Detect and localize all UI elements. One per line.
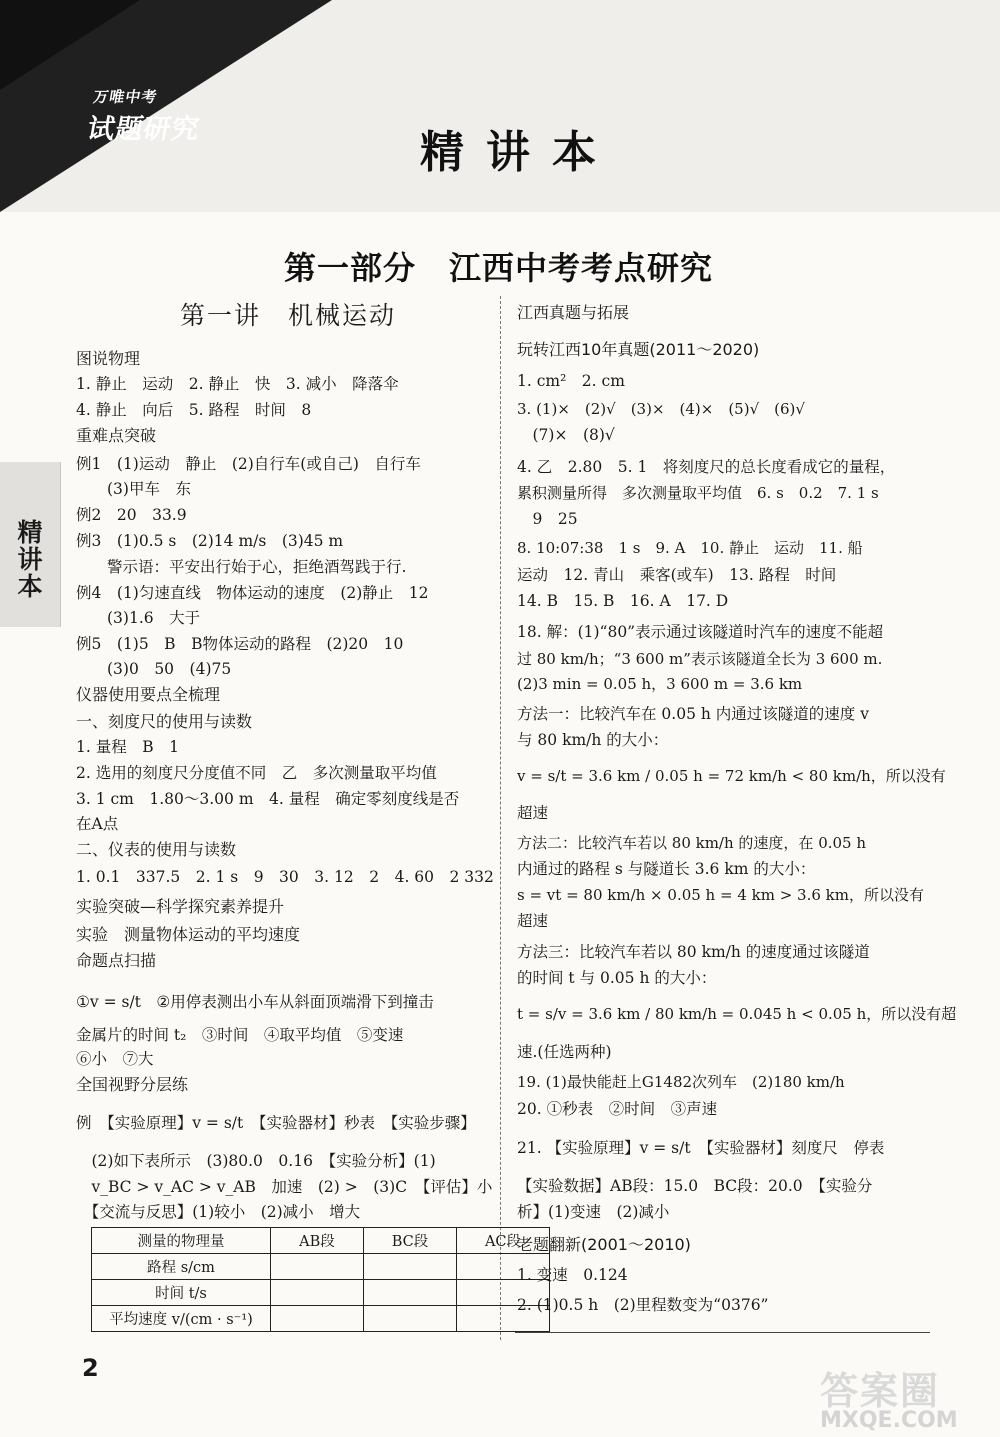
table-cell [271, 1306, 364, 1332]
table-header-cell: 测量的物理量 [92, 1228, 271, 1254]
answer-line: 的时间 t 与 0.05 h 的大小： [517, 969, 717, 987]
section-heading: 二、仪表的使用与读数 [76, 840, 237, 859]
logo-line1: 万唯中考 [91, 88, 159, 106]
answer-line: 与 80 km/h 的大小： [517, 731, 669, 749]
answer-line: 14. B 15. B 16. A 17. D [517, 592, 729, 610]
answer-line: 运动 12. 青山 乘客(或车) 13. 路程 时间 [517, 566, 837, 584]
answer-line: s = vt = 80 km/h × 0.05 h = 4 km > 3.6 km，所以没有 [517, 886, 924, 904]
section-heading: 全国视野分层练 [76, 1075, 189, 1094]
answer-line: 1. 0.1 337.5 2. 1 s 9 30 3. 12 2 4. 60 2 332 [76, 868, 494, 886]
answer-line: 方法二：比较汽车若以 80 km/h 的速度，在 0.05 h [517, 834, 867, 852]
answer-line: ⑥小 ⑦大 [76, 1050, 154, 1068]
answer-line: 累积测量所得 多次测量取平均值 6. s 0.2 7. 1 s [517, 484, 879, 502]
answer-line: 1. cm² 2. cm [517, 372, 625, 390]
answer-line: 3. 1 cm 1.80～3.00 m 4. 量程 确定零刻度线是否 [76, 790, 460, 808]
section-heading: 图说物理 [76, 349, 141, 368]
table-row [92, 1280, 550, 1306]
answer-line: 例1 (1)运动 静止 (2)自行车(或自己) 自行车 [76, 455, 421, 473]
table-cell: 时间 t/s [92, 1280, 271, 1306]
table-cell [364, 1254, 457, 1280]
answer-line: 19. (1)最快能赶上G1482次列车 (2)180 km/h [517, 1073, 845, 1091]
answer-line: 过 80 km/h；“3 600 m”表示该隧道全长为 3 600 m. [517, 650, 883, 668]
answer-line: (3)甲车 东 [76, 480, 191, 498]
answer-line: (2)3 min = 0.05 h，3 600 m = 3.6 km [517, 675, 803, 693]
table-header-row [92, 1228, 550, 1254]
section-title: 第一讲 机械运动 [180, 301, 397, 330]
side-tab-label: 精 讲 本 [17, 518, 43, 601]
logo-line2: 试题研究 [84, 114, 203, 145]
section-heading: 仪器使用要点全梳理 [76, 685, 221, 704]
answer-line: (3)0 50 (4)75 [76, 660, 232, 678]
answer-line: 警示语：平安出行始于心，拒绝酒驾践于行. [76, 558, 407, 576]
section-heading: 江西真题与拓展 [517, 303, 630, 322]
table-cell: 路程 s/cm [92, 1254, 271, 1280]
page-title: 精讲本 [420, 127, 618, 178]
answer-line: 超速 [517, 804, 549, 822]
answer-line: 3. (1)× (2)√ (3)× (4)× (5)√ (6)√ [517, 400, 805, 418]
table-header-cell: AB段 [271, 1228, 364, 1254]
answer-line: 金属片的时间 t₂ ③时间 ④取平均值 ⑤变速 [76, 1026, 404, 1044]
table-cell [271, 1254, 364, 1280]
answer-line: 例 【实验原理】v = s/t 【实验器材】秒表 【实验步骤】 [76, 1114, 476, 1132]
answer-line: 内通过的路程 s 与隧道长 3.6 km 的大小： [517, 860, 816, 878]
watermark-url: MXQE.COM [820, 1408, 958, 1433]
answer-line: 速.(任选两种) [517, 1043, 612, 1061]
answer-line: 2. 选用的刻度尺分度值不同 乙 多次测量取平均值 [76, 764, 437, 782]
answer-line: (2)如下表所示 (3)80.0 0.16 【实验分析】(1) [76, 1152, 436, 1170]
table-cell [364, 1280, 457, 1306]
answer-line: 20. ①秒表 ②时间 ③声速 [517, 1100, 718, 1118]
answer-line: 1. 量程 B 1 [76, 738, 179, 756]
answer-line: 9 25 [517, 510, 578, 528]
answer-line: v = s/t = 3.6 km / 0.05 h = 72 km/h < 80 km/h，所以没有 [517, 767, 946, 785]
answer-line: v_BC > v_AC > v_AB 加速 (2) > (3)C 【评估】小 [76, 1178, 493, 1196]
table-row [92, 1306, 550, 1332]
answer-line: 4. 乙 2.80 5. 1 将刻度尺的总长度看成它的量程， [517, 458, 896, 476]
table-header-cell: BC段 [364, 1228, 457, 1254]
answer-line: 例5 (1)5 B B物体运动的路程 (2)20 10 [76, 635, 404, 653]
answer-line: ①v = s/t ②用停表测出小车从斜面顶端滑下到撞击 [76, 993, 434, 1011]
section-heading: 一、刻度尺的使用与读数 [76, 712, 253, 731]
answer-line: 方法一：比较汽车在 0.05 h 内通过该隧道的速度 v [517, 705, 869, 723]
table-cell: 平均速度 v/(cm · s⁻¹) [92, 1306, 271, 1332]
table-cell [271, 1280, 364, 1306]
answer-line: 18. 解：(1)“80”表示通过该隧道时汽车的速度不能超 [517, 623, 884, 641]
table-header-cell: AC段 [457, 1228, 550, 1254]
page-number: 2 [82, 1354, 99, 1382]
data-table [91, 1227, 550, 1332]
publisher-logo [85, 86, 208, 146]
section-heading: 玩转江西10年真题(2011～2020) [517, 340, 760, 359]
section-heading: 命题点扫描 [76, 951, 157, 970]
answer-line: 【交流与反思】(1)较小 (2)减小 增大 [76, 1203, 361, 1221]
end-rule [515, 1332, 930, 1333]
answer-line: 21. 【实验原理】v = s/t 【实验器材】刻度尺 停表 [517, 1139, 885, 1157]
section-heading: 实验突破—科学探究素养提升 [76, 897, 285, 916]
answer-line: 1. 变速 0.124 [517, 1266, 628, 1284]
answer-line: 例4 (1)匀速直线 物体运动的速度 (2)静止 12 [76, 584, 429, 602]
answer-line: t = s/v = 3.6 km / 80 km/h = 0.045 h < 0.05 h，所以没有超 [517, 1005, 957, 1023]
answer-line: 1. 静止 运动 2. 静止 快 3. 减小 降落伞 [76, 375, 399, 393]
answer-line: 超速 [517, 912, 549, 930]
table-cell [364, 1306, 457, 1332]
watermark-logo: 答案圈 [820, 1369, 941, 1413]
section-heading: 实验 测量物体运动的平均速度 [76, 925, 301, 944]
answer-line: 方法三：比较汽车若以 80 km/h 的速度通过该隧道 [517, 943, 870, 961]
answer-line: 【实验数据】AB段：15.0 BC段：20.0 【实验分 [517, 1177, 873, 1195]
answer-line: (3)1.6 大于 [76, 609, 201, 627]
logo-triangle-dark [0, 0, 140, 90]
answer-line: 8. 10:07:38 1 s 9. A 10. 静止 运动 11. 船 [517, 539, 863, 557]
section-heading: 重难点突破 [76, 426, 157, 445]
answer-line: 在A点 [76, 815, 119, 833]
part-title: 第一部分 江西中考考点研究 [284, 249, 714, 287]
side-tab [0, 462, 61, 627]
column-divider [500, 296, 501, 1340]
section-heading: 老题翻新(2001～2010) [517, 1235, 691, 1254]
answer-line: (7)× (8)√ [517, 426, 615, 444]
answer-line: 例3 (1)0.5 s (2)14 m/s (3)45 m [76, 532, 344, 550]
answer-line: 2. (1)0.5 h (2)里程数变为“0376” [517, 1296, 769, 1314]
answer-line: 例2 20 33.9 [76, 506, 187, 524]
table-row [92, 1254, 550, 1280]
answer-line: 4. 静止 向后 5. 路程 时间 8 [76, 401, 312, 419]
answer-line: 析】(1)变速 (2)减小 [517, 1203, 670, 1221]
